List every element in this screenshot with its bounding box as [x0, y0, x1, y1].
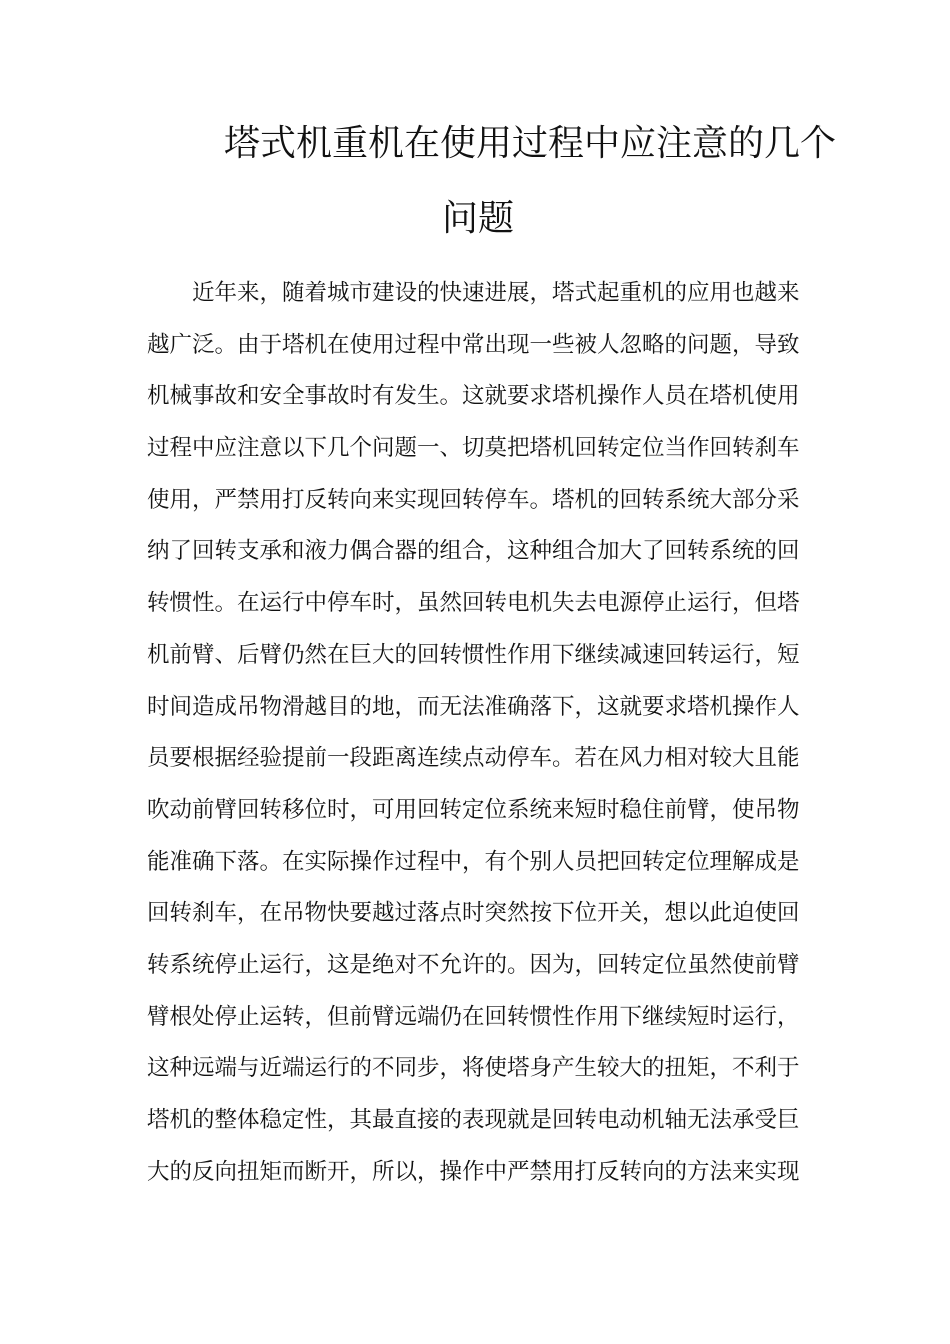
body-line: 这种远端与近端运行的不同步，将使塔身产生较大的扭矩，不利于 [147, 1055, 800, 1082]
document-title-line-2: 问题 [442, 198, 515, 239]
body-line: 越广泛。由于塔机在使用过程中常出现一些被人忽略的问题，导致 [147, 331, 800, 358]
body-line: 过程中应注意以下几个问题一、切莫把塔机回转定位当作回转刹车 [147, 435, 800, 462]
body-line: 能准确下落。在实际操作过程中，有个别人员把回转定位理解成是 [147, 848, 800, 875]
body-line: 回转刹车，在吊物快要越过落点时突然按下位开关，想以此迫使回 [147, 900, 800, 927]
body-line: 机前臂、后臂仍然在巨大的回转惯性作用下继续减速回转运行，短 [147, 641, 800, 668]
document-title-line-1: 塔式机重机在使用过程中应注意的几个 [224, 123, 837, 164]
body-line: 塔机的整体稳定性，其最直接的表现就是回转电动机轴无法承受巨 [147, 1107, 800, 1133]
body-line: 大的反向扭矩而断开，所以，操作中严禁用打反转向的方法来实现 [147, 1158, 800, 1185]
body-line: 纳了回转支承和液力偶合器的组合，这种组合加大了回转系统的回 [147, 538, 800, 565]
body-line: 臂根处停止运转，但前臂远端仍在回转惯性作用下继续短时运行， [147, 1003, 800, 1030]
body-line: 吹动前臂回转移位时，可用回转定位系统来短时稳住前臂，使吊物 [147, 796, 800, 823]
body-line: 使用，严禁用打反转向来实现回转停车。塔机的回转系统大部分采 [147, 486, 800, 513]
document-body [147, 272, 807, 1202]
body-line: 员要根据经验提前一段距离连续点动停车。若在风力相对较大且能 [147, 745, 800, 772]
body-line: 近年来，随着城市建设的快速进展，塔式起重机的应用也越来 [192, 280, 800, 306]
body-line: 时间造成吊物滑越目的地，而无法准确落下，这就要求塔机操作人 [147, 693, 800, 720]
body-line: 机械事故和安全事故时有发生。这就要求塔机操作人员在塔机使用 [147, 383, 800, 410]
body-line: 转惯性。在运行中停车时，虽然回转电机失去电源停止运行，但塔 [147, 590, 800, 617]
body-line: 转系统停止运行，这是绝对不允许的。因为，回转定位虽然使前臂 [147, 951, 800, 978]
